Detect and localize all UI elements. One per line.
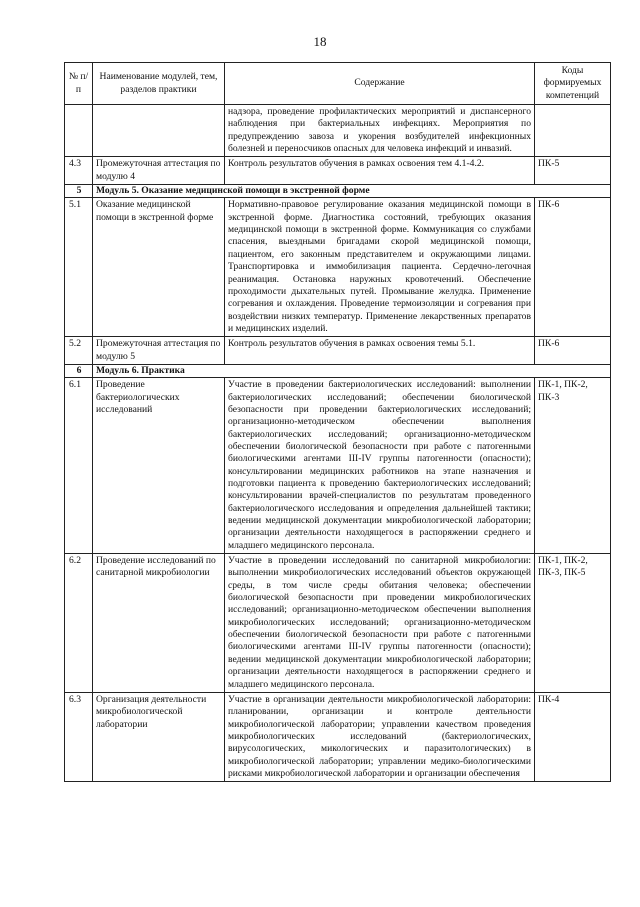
row-num: 6.1 xyxy=(65,378,93,554)
row-name: Проведение бактериологических исследований xyxy=(93,378,225,554)
table-header-row xyxy=(65,63,611,105)
row-name: Проведение исследований по санитарной микробиологии xyxy=(93,554,225,693)
row-name: Оказание медицинской помощи в экстренной форме xyxy=(93,198,225,337)
table-row xyxy=(65,554,611,693)
row-name: Промежуточная аттестация по модулю 5 xyxy=(93,337,225,365)
row-num: 4.3 xyxy=(65,157,93,185)
header-num: № п/п xyxy=(65,63,93,105)
row-num: 5.2 xyxy=(65,337,93,365)
module-title: Модуль 6. Практика xyxy=(93,364,611,377)
row-content: надзора, проведение профилактических мероприятий и диспансерного наблюдения при бактериальных инфекциях. Мероприятия по предупреждению завоза и укорения возбудителей инфекционных болезней и переносчиков опасных для человека инфекций и инвазий. xyxy=(225,105,535,157)
table-row xyxy=(65,105,611,157)
row-codes: ПК-1, ПК-2, ПК-3 xyxy=(535,378,611,554)
row-content: Участие в проведении бактериологических исследований: выполнении бактериологических исследований; обеспечении биологической безопасности при проведении бактериологических исследований; организационно-методическом обеспечении выполнения бактериологических исследований; организационно-методическом обеспечении биологической безопасности при работе с патогенными биологическими агентами III-IV группы патогенности (опасности); консультировании медицинских работников на этапе назначения и подготовки пациента к проведению бактериологических исследований; консультировании врачей-специалистов по результатам проведенного бактериологического исследования и определения дальнейшей тактики; ведении медицинской документации микробиологической лаборатории; организации деятельности находящегося в распоряжении среднего и младшего медицинского персонала. xyxy=(225,378,535,554)
row-content: Контроль результатов обучения в рамках освоения тем 4.1-4.2. xyxy=(225,157,535,185)
row-num: 6.2 xyxy=(65,554,93,693)
table-row xyxy=(65,378,611,554)
row-codes xyxy=(535,105,611,157)
table-row xyxy=(65,337,611,365)
row-name: Промежуточная аттестация по модулю 4 xyxy=(93,157,225,185)
header-codes: Коды формируемых компетенций xyxy=(535,63,611,105)
row-content: Нормативно-правовое регулирование оказания медицинской помощи в экстренной форме. Диагностика состояний, требующих оказания медицинской помощи в экстренной форме. Коммуникация со службами спасения, выездными бригадами скорой медицинской помощи, пациентом, его законным представителем и окружающими лицами. Транспортировка и иммобилизация пациента. Сердечно-легочная реанимация. Остановка наружных кровотечений. Обеспечение проходимости дыхательных путей. Промывание желудка. Применение согревания и охлаждения. Проведение термоизоляции и согревания при воздействии низких температур. Применение лекарственных препаратов и медицинских изделий. xyxy=(225,198,535,337)
row-codes: ПК-4 xyxy=(535,692,611,781)
page-number: 18 xyxy=(313,34,327,49)
row-content: Контроль результатов обучения в рамках освоения темы 5.1. xyxy=(225,337,535,365)
module-num: 5 xyxy=(65,185,93,198)
table-row xyxy=(65,692,611,781)
row-name xyxy=(93,105,225,157)
module-row xyxy=(65,364,611,377)
row-num: 6.3 xyxy=(65,692,93,781)
module-row xyxy=(65,185,611,198)
module-num: 6 xyxy=(65,364,93,377)
row-num xyxy=(65,105,93,157)
curriculum-table xyxy=(64,62,611,782)
row-codes: ПК-6 xyxy=(535,337,611,365)
header-content: Содержание xyxy=(225,63,535,105)
row-name: Организация деятельности микробиологической лаборатории xyxy=(93,692,225,781)
table-row xyxy=(65,198,611,337)
row-codes: ПК-5 xyxy=(535,157,611,185)
row-content: Участие в организации деятельности микробиологической лаборатории: планировании, организации и контроле деятельности микробиологической лаборатории; управлении качеством проведения микробиологических исследований (бактериологических, вирусологических, микологических и паразитологических) в микробиологической лаборатории; управлении медико-биологическими рисками микробиологической лаборатории и организации обеспечения xyxy=(225,692,535,781)
module-title: Модуль 5. Оказание медицинской помощи в экстренной форме xyxy=(93,185,611,198)
row-content: Участие в проведении исследований по санитарной микробиологии: выполнении микробиологических исследований объектов окружающей среды, в том числе среды обитания человека; обеспечении биологической безопасности при проведении микробиологических исследований; организационно-методическом обеспечении выполнения микробиологических исследований; организационно-методическом обеспечении биологической безопасности при работе с патогенными биологическими агентами III-IV группы патогенности (опасности); ведении медицинской документации микробиологической лаборатории; организации деятельности находящегося в распоряжении среднего и младшего медицинского персонала. xyxy=(225,554,535,693)
header-name: Наименование модулей, тем, разделов практики xyxy=(93,63,225,105)
row-codes: ПК-6 xyxy=(535,198,611,337)
table-row xyxy=(65,157,611,185)
row-codes: ПК-1, ПК-2, ПК-3, ПК-5 xyxy=(535,554,611,693)
row-num: 5.1 xyxy=(65,198,93,337)
